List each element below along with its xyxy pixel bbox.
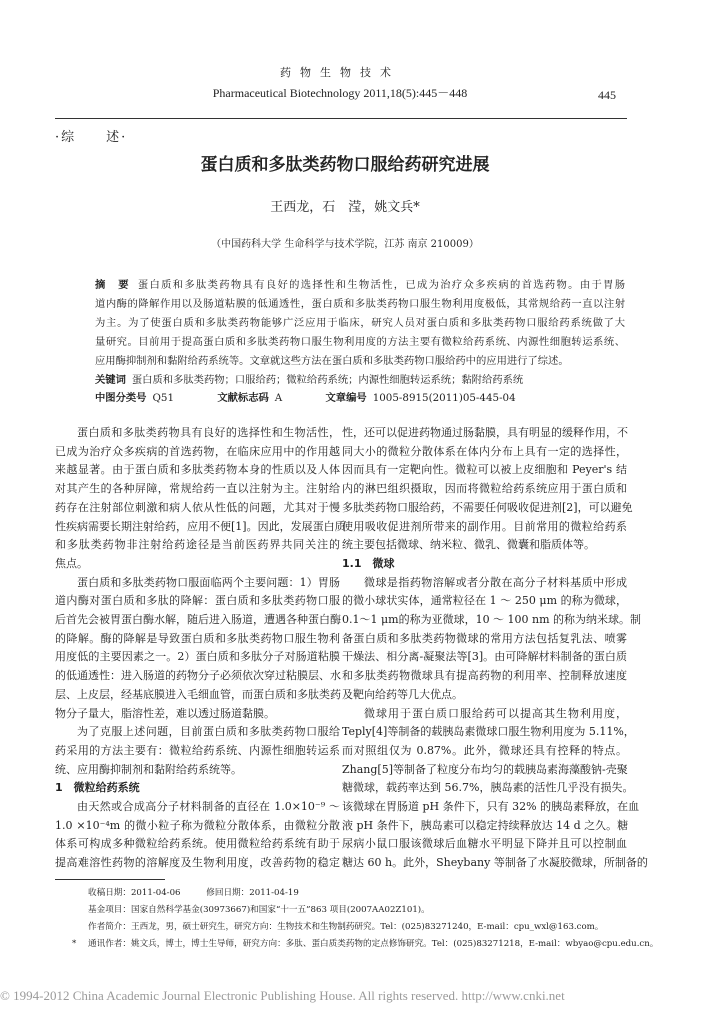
footnote-text: 收稿日期：2011-04-06 修回日期：2011-04-19	[88, 888, 299, 898]
affiliation: （中国药科大学 生命科学与技术学院，江苏 南京 210009）	[211, 239, 479, 250]
text-line: 微球是指药物溶解或者分散在高分子材料基质中形成	[364, 575, 627, 589]
abstract-text: 蛋白质和多肽类药物具有良好的选择性和生物活性，已成为治疗众多疾病的首选药物。由于胃肠	[137, 279, 625, 291]
text-line: 因而具有一定靶向性。微粒可以被上皮细胞和 Peyer's 结	[342, 463, 627, 477]
abstract-line	[95, 295, 625, 314]
article-number-value: 1005-8915(2011)05-445-04	[372, 392, 516, 404]
text-line: 性疾病需要长期注射给药，应用不便[1]。因此，发展蛋白质	[55, 519, 346, 533]
keywords	[95, 371, 529, 389]
keywords-label: 关键词	[95, 374, 126, 386]
text-line: 药存在注射部位刺激和病人依从性低的问题，尤其对于慢	[55, 500, 340, 514]
text-line: 道内酶对蛋白质和多肽的降解：蛋白质和多肽类药物口服	[55, 594, 340, 608]
abstract-text: 量研究。目前用于提高蛋白质和多肽类药物口服生物利用度的方法主要有微粒给药系统、内源性细胞转运系统、	[95, 336, 625, 348]
footnote-text: 通讯作者：姚文兵，博士，博士生导师，研究方向：多肽、蛋白质类药物的定点修饰研究。Tel：(025)83271218，E-mail：wbyao@cpu.edu.cn。	[88, 939, 659, 949]
page-number: 445	[598, 88, 616, 102]
text-line: 来越显著。由于蛋白质和多肽类药物本身的性质以及人体	[55, 463, 340, 477]
text-line: 蛋白质和多肽类药物口服面临两个主要问题：1）胃肠	[77, 575, 340, 589]
text-line: 备蛋白质和多肽类药物微球的常用方法包括复乳法、喷雾	[342, 631, 627, 645]
journal-name-cn: 药物生物技术	[280, 66, 400, 79]
text-line: 焦点。	[55, 556, 88, 570]
footnotes	[72, 885, 659, 953]
text-line: Teply[4]等制备的载胰岛素微球口服生物利用度为 5.11%，	[342, 725, 635, 739]
text-line: 1.0 ×10⁻⁴m 的微小粒子称为微粒分散体系，由微粒分散	[55, 818, 340, 832]
text-line: 的降解。酶的降解是导致蛋白质和多肽类药物口服生物利	[55, 631, 340, 645]
header-rule	[55, 118, 627, 119]
text-line: 性，还可以促进药物通过肠黏膜，具有明显的缓释作用，不	[342, 426, 628, 439]
text-line: 提高难溶性药物的溶解度及生物利用度，改善药物的稳定	[55, 856, 340, 870]
text-line: 及靶向给药等几大优点。	[342, 687, 463, 701]
paragraph	[55, 574, 340, 724]
classification	[95, 389, 529, 407]
heading-text: 1.1 微球	[342, 556, 395, 570]
text-line: 而对照组仅为 0.87%。此外，微球还具有控释的特点。	[342, 743, 627, 757]
text-line: 用度低的主要因素之一。2）蛋白质和多肽分子对肠道粘膜	[55, 650, 340, 664]
abstract-text: 应用酶抑制剂和黏附给药系统等。文章就这些方法在蛋白质和多肽类药物口服给药中的应用进行了综述。	[95, 355, 569, 367]
clc-label: 中图分类号	[95, 392, 147, 404]
text-line: 和多肽类药物微球具有提高药物的利用率、控制释放速度	[342, 669, 627, 683]
text-line: 蛋白质和多肽类药物具有良好的选择性和生物活性，	[77, 426, 340, 439]
text-line: 微球用于蛋白质口服给药可以提高其生物利用度，	[364, 706, 627, 720]
text-line: 尿病小鼠口服该微球后血糖水平明显下降并且可以控制血	[342, 837, 627, 851]
text-line: 糖达 60 h。此外，Sheybany 等制备了水凝胶微球，所制备的	[342, 856, 648, 870]
authors: 王西龙，石 滢，姚文兵*	[270, 200, 420, 215]
footnote	[88, 902, 658, 919]
abstract-line	[95, 333, 625, 352]
text-line: 和多肽类药物非注射给药途径是当前医药界共同关注的	[55, 538, 340, 552]
text-line: 已成为治疗众多疾病的首选药物，在临床应用中的作用越	[55, 444, 340, 458]
keywords-text: 蛋白质和多肽类药物；口服给药；微粒给药系统；内源性细胞转运系统；黏附给药系统	[131, 374, 524, 386]
article-title: 蛋白质和多肽类药物口服给药研究进展	[200, 155, 490, 175]
text-line: 内的淋巴组织摄取，因而将微粒给药系统应用于蛋白质和	[342, 482, 627, 496]
text-line: 由天然或合成高分子材料制备的直径在 1.0×10⁻⁹ ～	[77, 800, 340, 814]
text-line: 层、上皮层，经基底膜进入毛细血管，而蛋白质和多肽类药	[55, 687, 341, 701]
text-line: 统主要包括微球、纳米粒、微乳、微囊和脂质体等。	[342, 538, 595, 552]
paragraph	[342, 574, 642, 705]
abstract	[95, 276, 625, 371]
text-line: 使用吸收促进剂所带来的副作用。目前常用的微粒给药系	[342, 519, 627, 533]
copyright-watermark: © 1994-2012 China Academic Journal Electronic Publishing House. All rights reserved. http://www.cnki.net	[0, 988, 565, 1003]
footnote	[72, 936, 659, 953]
abstract-line	[95, 314, 625, 333]
section-heading	[342, 555, 627, 574]
text-line: 对其产生的各种屏障，常规给药一直以注射为主。注射给	[55, 482, 340, 496]
footnote-mark: *	[72, 939, 77, 949]
text-line: 物分子量大，脂溶性差，难以透过肠道黏膜。	[55, 706, 275, 720]
text-line: 后首先会被胃蛋白酶水解，随后进入肠道，遭遇各种蛋白酶	[55, 613, 341, 627]
footnote	[88, 885, 658, 902]
abstract-label: 摘 要	[95, 279, 130, 291]
paragraph	[55, 424, 346, 574]
doc-code-value: A	[274, 392, 283, 404]
text-line: 的低通透性：进入肠道的药物分子必须依次穿过粘膜层、水	[55, 669, 341, 683]
text-line: 干燥法、相分离-凝聚法等[3]。由可降解材料制备的蛋白质	[342, 650, 627, 664]
abstract-line	[95, 352, 625, 371]
abstract-text: 道内酶的降解作用以及肠道粘膜的低通透性，蛋白质和多肽类药物口服生物利用度极低，其常规给药一直以注射	[95, 298, 625, 310]
doc-code-label: 文献标志码	[217, 392, 269, 404]
paragraph	[342, 705, 648, 873]
text-line: 同大小的微粒分散体系在体内分布上具有一定的选择性，	[342, 444, 627, 458]
body-column-right	[342, 424, 648, 873]
footnote-text: 作者简介：王西龙，男，硕士研究生，研究方向：生物技术和生物制药研究。Tel：(025)83271240，E-mail：cpu_wxl@163.com。	[88, 922, 604, 932]
heading-text: 1 微粒给药系统	[55, 781, 140, 795]
body-column-left	[55, 424, 346, 873]
text-line: 体系可构成多种微粒给药系统。使用微粒给药系统有助于	[55, 837, 340, 851]
text-line: 多肽类药物口服给药，不需要任何吸收促进剂[2]，可以避免	[342, 500, 633, 514]
article-meta	[95, 371, 529, 407]
text-line: 药采用的方法主要有：微粒给药系统、内源性细胞转运系	[55, 743, 340, 757]
text-line: 糖微球，载药率达到 56.7%，胰岛素的活性几乎没有损失。	[342, 781, 634, 795]
section-heading	[55, 779, 340, 798]
abstract-line	[95, 276, 625, 295]
article-number-label: 文章编号	[325, 392, 367, 404]
text-line: 0.1～1 μm的称为亚微球，10 ～ 100 nm 的称为纳米球。制	[342, 613, 642, 627]
abstract-text: 为主。为了使蛋白质和多肽类药物能够广泛应用于临床，研究人员对蛋白质和多肽类药物口服给药系统做了大	[95, 317, 625, 329]
journal-citation: Pharmaceutical Biotechnology 2011,18(5):445－448	[212, 86, 468, 100]
text-line: 该微球在胃肠道 pH 条件下，只有 32% 的胰岛素释放，在血	[342, 800, 640, 814]
text-line: 的微小球状实体，通常粒径在 1 ～ 250 μm 的称为微球，	[342, 594, 627, 608]
text-line: 统、应用酶抑制剂和黏附给药系统等。	[55, 762, 242, 776]
paragraph	[55, 798, 340, 873]
paragraph	[55, 723, 340, 779]
paragraph	[342, 424, 633, 555]
footnote-text: 基金项目：国家自然科学基金(30973667)和国家“十一五”863 项目(2007AA02Z101)。	[88, 905, 430, 915]
text-line: Zhang[5]等制备了粒度分布均匀的载胰岛素海藻酸钠-壳聚	[342, 762, 628, 776]
text-line: 为了克服上述问题，目前蛋白质和多肽类药物口服给	[77, 725, 340, 739]
footnote	[88, 919, 658, 936]
text-line: 液 pH 条件下，胰岛素可以稳定持续释放达 14 d 之久。糖	[342, 818, 629, 832]
footnote-rule	[55, 879, 165, 880]
section-label: ·综 述·	[55, 130, 128, 145]
clc-value: Q51	[152, 392, 175, 404]
